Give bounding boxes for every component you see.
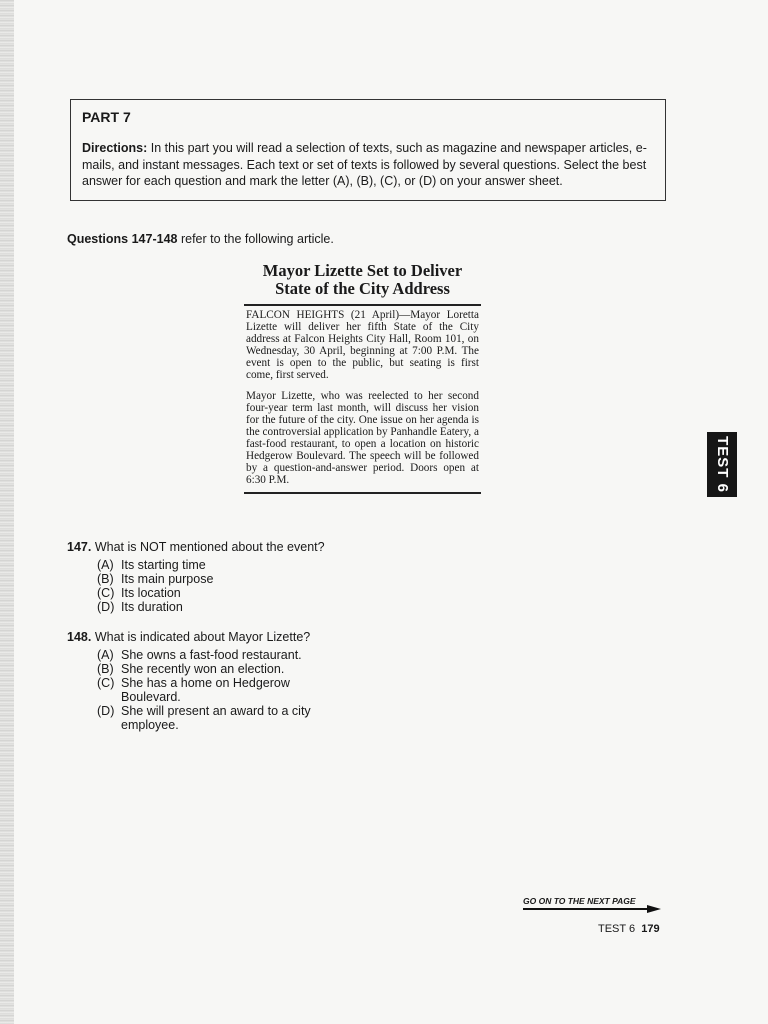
question-number: 148.: [67, 630, 92, 644]
option-letter: (D): [97, 704, 115, 718]
footer-test-label: TEST 6: [598, 923, 636, 935]
side-tab-label: TEST 6: [713, 436, 731, 493]
option-text: Its duration: [121, 600, 183, 614]
page-number: 179: [641, 923, 660, 935]
option-letter: (D): [97, 600, 115, 614]
option-text: Its location: [121, 586, 181, 600]
article-paragraph-2: Mayor Lizette, who was reelected to her second four-year term last month, will discuss her vision for the future of the city. One issue on her agenda is the controversial application by Panhandle Eatery, a fast-food restaurant, to open a location on historic Hedgerow Boulevard. The speech will be followed by a question-and-answer period. Doors open at 6:30 P.M.: [246, 389, 479, 487]
questions-intro: [67, 232, 334, 246]
answer-options: [97, 558, 325, 614]
article-rule-bottom: [244, 492, 481, 494]
option-letter: (B): [97, 572, 114, 586]
answer-option[interactable]: [97, 586, 325, 600]
headline-line-1: Mayor Lizette Set to Deliver: [262, 261, 463, 280]
go-on-next-page: GO ON TO THE NEXT PAGE: [523, 896, 636, 906]
answer-option[interactable]: [97, 558, 325, 572]
option-text: She will present an award to a city employee.: [121, 704, 311, 732]
option-letter: (C): [97, 676, 115, 690]
page-footer: [598, 923, 660, 935]
question-text: What is NOT mentioned about the event?: [94, 540, 325, 554]
answer-option[interactable]: [97, 600, 325, 614]
question-stem: [67, 540, 325, 554]
option-letter: (A): [97, 558, 114, 572]
questions-range: Questions 147-148: [67, 232, 178, 246]
question-stem: [67, 630, 327, 644]
answer-option[interactable]: [97, 572, 325, 586]
article-headline: [244, 262, 481, 298]
option-text: She owns a fast-food restaurant.: [121, 648, 302, 662]
answer-option[interactable]: [97, 676, 321, 704]
answer-options: [97, 648, 327, 732]
answer-option[interactable]: [97, 662, 327, 676]
article: [244, 262, 481, 494]
directions-box: [70, 99, 666, 201]
arrow-right-icon: [523, 905, 663, 913]
question-number: 147.: [67, 540, 92, 554]
option-text: She has a home on Hedgerow Boulevard.: [121, 676, 290, 704]
article-paragraph-1: FALCON HEIGHTS (21 April)—Mayor Loretta Lizette will deliver her fifth State of the City address at Falcon Heights City Hall, Room 101, on Wednesday, 30 April, beginning at 7:00 P.M. The event is open to the public, but seating is first come, first served.: [246, 309, 479, 382]
article-rule-top: [244, 304, 481, 306]
directions-label: Directions:: [82, 141, 148, 155]
test-side-tab: [707, 432, 737, 497]
option-letter: (C): [97, 586, 115, 600]
option-letter: (B): [97, 662, 114, 676]
directions-text: [82, 140, 654, 190]
option-text: Its main purpose: [121, 572, 214, 586]
option-text: Its starting time: [121, 558, 206, 572]
answer-option[interactable]: [97, 704, 336, 732]
directions-body: In this part you will read a selection of texts, such as magazine and newspaper articles, e-mails, and instant messages. Each text or set of texts is followed by several questions. Select the best answer for each question and mark the letter (A), (B), (C), or (D) on your answer sheet.: [82, 141, 647, 188]
headline-line-2: State of the City Address: [275, 279, 450, 298]
scan-edge: [0, 0, 14, 1024]
option-text: She recently won an election.: [121, 662, 285, 676]
part-title: PART 7: [82, 109, 131, 125]
questions-intro-text: refer to the following article.: [180, 232, 334, 246]
question-text: What is indicated about Mayor Lizette?: [94, 630, 311, 644]
answer-option[interactable]: [97, 648, 327, 662]
question-148: [67, 630, 327, 732]
option-letter: (A): [97, 648, 114, 662]
question-147: [67, 540, 325, 614]
